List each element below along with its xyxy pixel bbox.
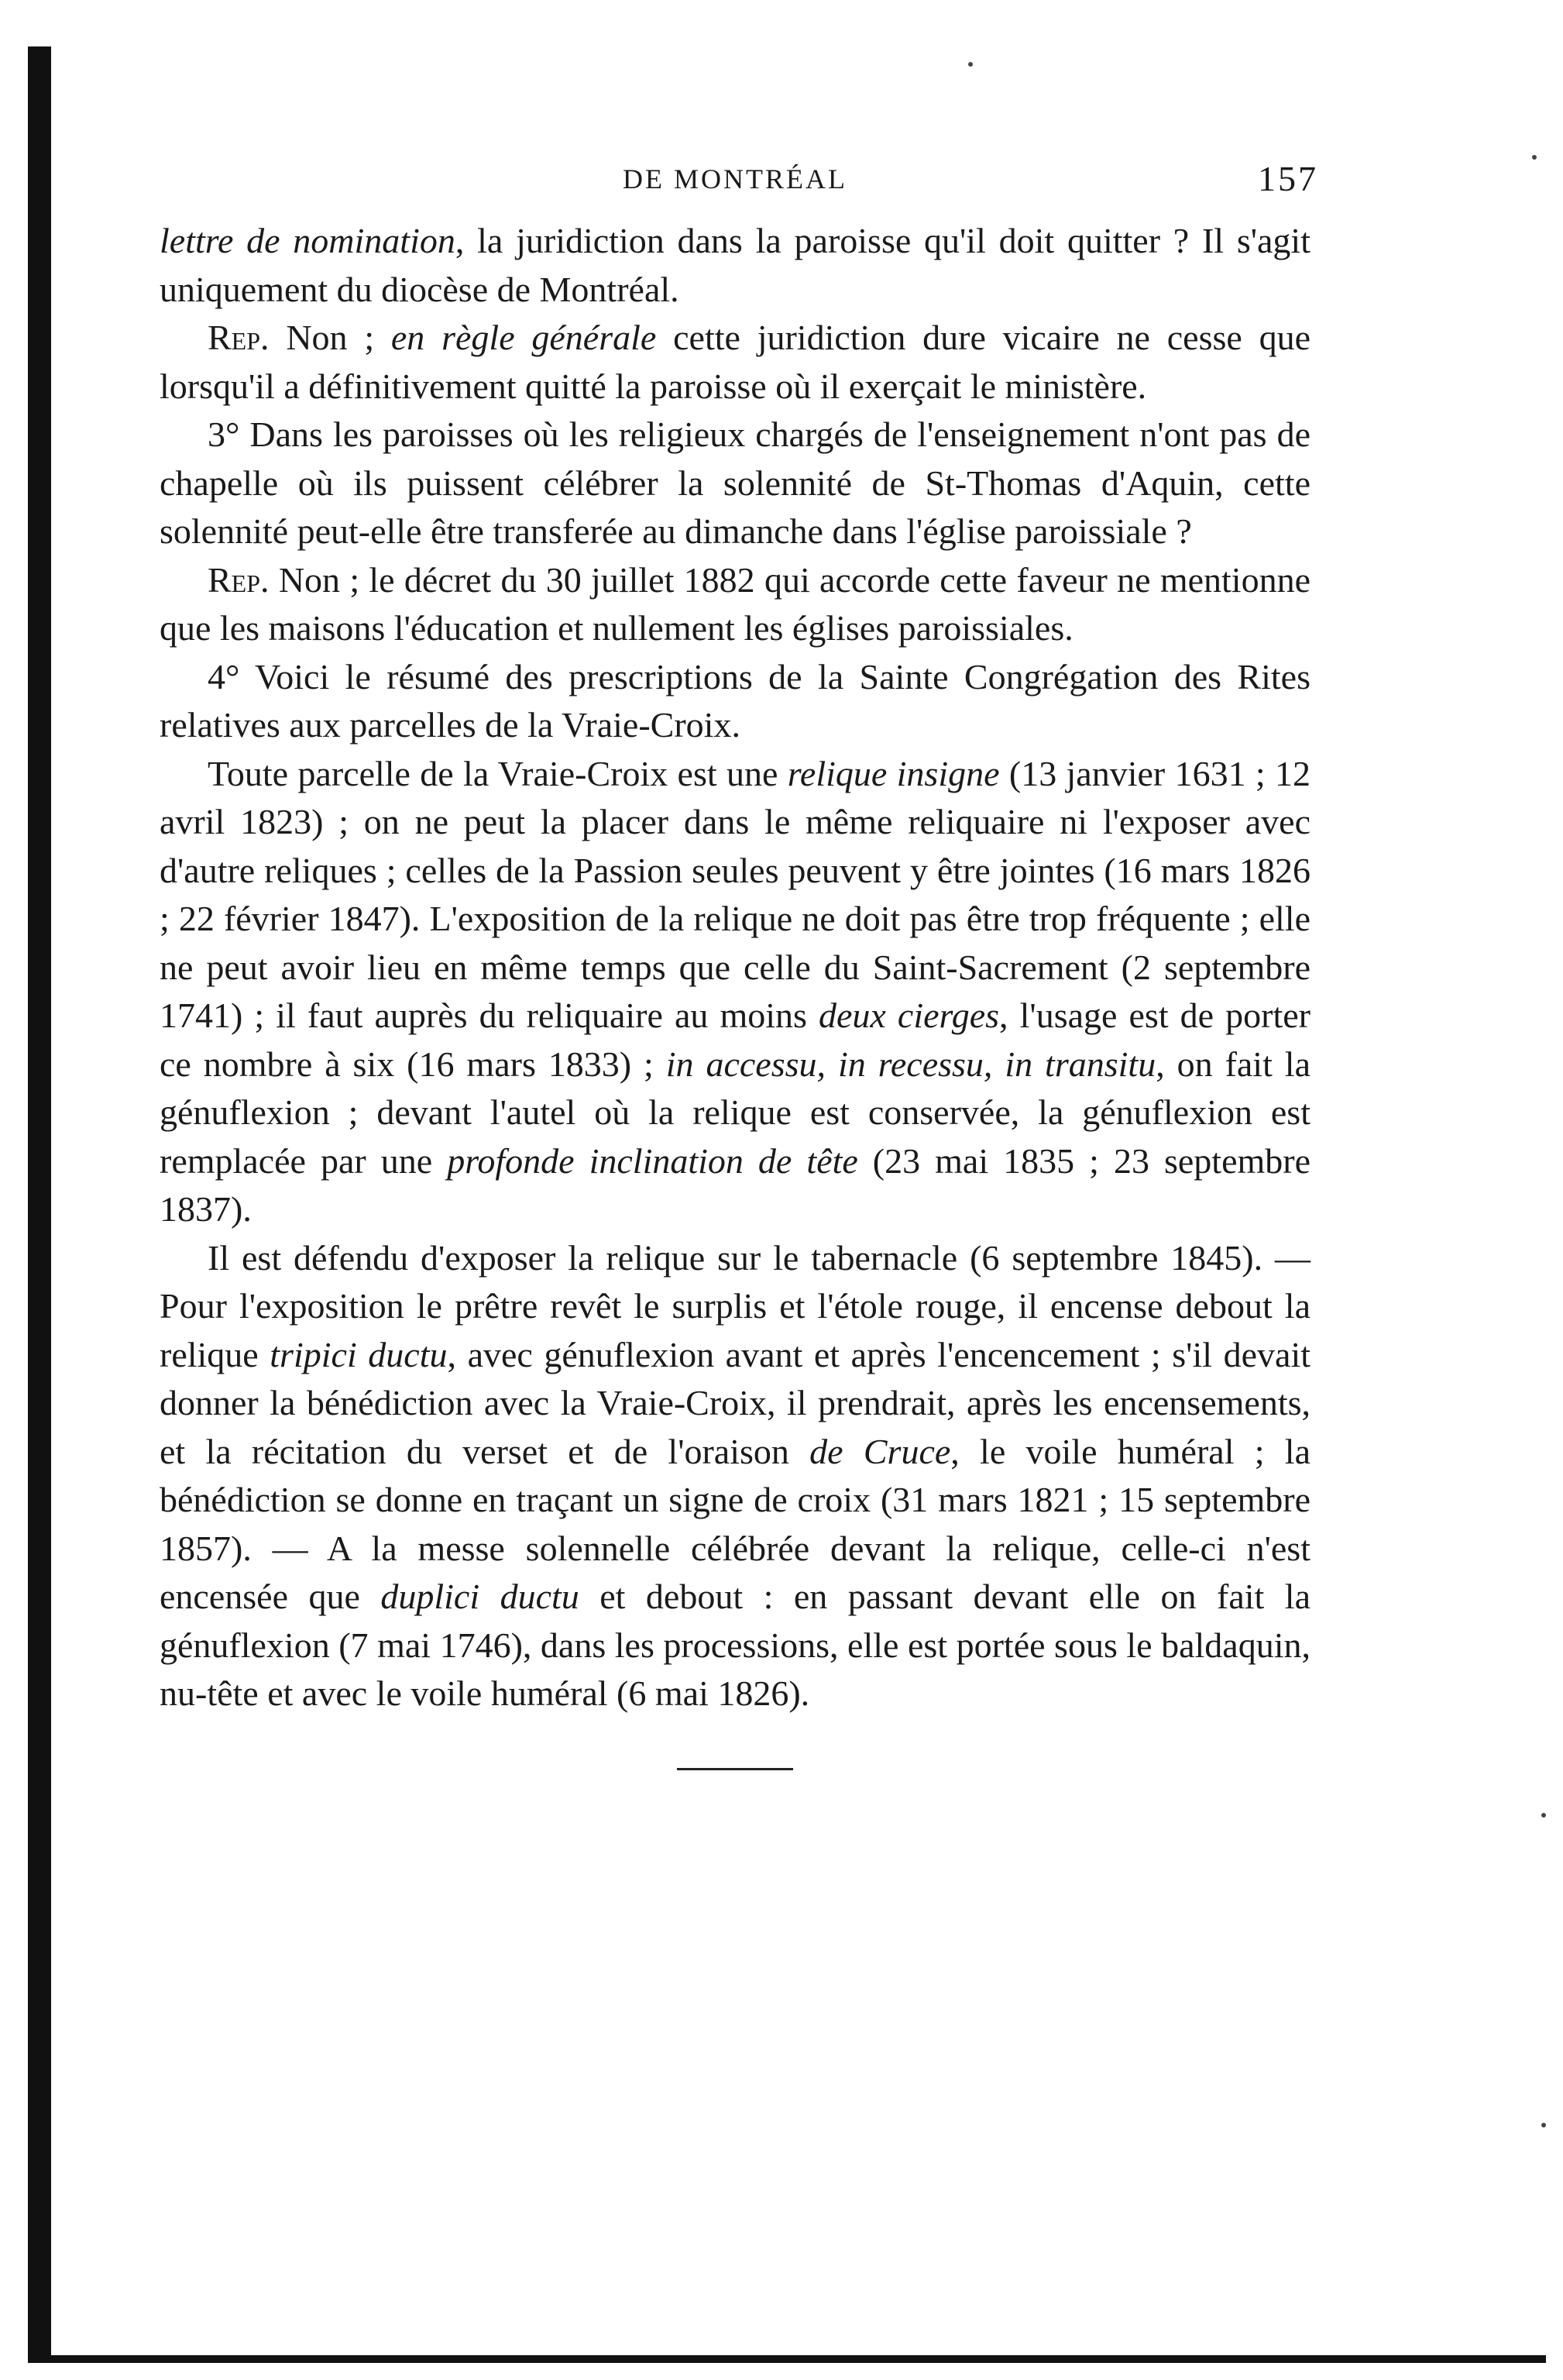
italic-phrase: deux cierges [819,996,1000,1035]
body-text [160,217,1311,1770]
bottom-shadow [28,2355,1546,2363]
paragraph-7 [160,1234,1311,1718]
text-run: Il est défendu d'exposer la relique sur le tabernacle (6 septembre 1845). — Pour l'exposition le prêtre revêt le surplis et l'étole rouge, il encense debout la relique [160,1237,1311,1374]
response-label: Rep. [208,318,270,357]
book-page [160,147,1318,1770]
italic-phrase: relique insigne [787,753,1000,793]
italic-phrase: duplici ductu [380,1577,579,1616]
text-run: (23 mai 1835 ; 23 septembre 1837). [160,1140,1311,1229]
running-head [160,147,1318,217]
response-label: Rep. [208,559,270,600]
text-run: , avec génuflexion avant et après l'encencement ; s'il devait donner la bénédiction avec la Vraie-Croix, il prendrait, après les encensements, et la récitation du verset et de l'oraison [160,1334,1311,1471]
text-run: 4° Voici le résumé des prescriptions de la Sainte Congrégation des Rites relatives aux parcelles de la Vraie-Croix. [160,656,1311,745]
text-run: Non ; le décret du 30 juillet 1882 qui accorde cette faveur ne mentionne que les maisons l'éducation et nullement les églises paroissiales. [160,559,1311,648]
paragraph-5 [160,653,1311,750]
binding-shadow [28,46,51,2363]
text-run: (13 janvier 1631 ; 12 avril 1823) ; on ne peut la placer dans le même reliquaire ni l'exposer avec d'autre reliques ; celles de la Passion seules peuvent y être jointes (16 mars 1826 ; 22 février 1847). L'exposition de la relique ne doit pas être trop fréquente ; elle ne peut avoir lieu en même temps que celle du Saint-Sacrement (2 septembre 1741) ; il faut auprès du reliquaire au moins [160,753,1311,1035]
text-run: Non ; [269,318,391,357]
scan-speck [1541,1813,1546,1818]
paragraph-1 [160,217,1311,314]
italic-phrase: en règle générale [390,318,657,357]
text-run: , le voile huméral ; la bénédiction se donne en traçant un signe de croix (31 mars 1821 ; 15 septembre 1857). — A la messe solennelle célébrée devant la relique, celle-ci n'est encensée que [160,1431,1311,1616]
running-title: DE MONTRÉAL [623,163,847,194]
paragraph-4 [160,556,1311,653]
italic-phrase: de Cruce [809,1431,951,1471]
section-end-rule [677,1768,793,1770]
page-number: 157 [1258,159,1318,198]
paragraph-6 [160,750,1311,1234]
scan-speck [1532,155,1537,160]
text-run: , on fait la génuflexion ; devant l'autel où la relique est conservée, la génuflexion est remplacée par une [160,1044,1311,1181]
paragraph-2 [160,314,1311,411]
italic-phrase: tripici ductu [270,1334,448,1374]
italic-phrase: profonde inclination de tête [447,1140,858,1181]
paragraph-3 [160,411,1311,556]
text-run: et debout : en passant devant elle on fait la génuflexion (7 mai 1746), dans les processions, elle est portée sous le baldaquin, nu-tête et avec le voile huméral (6 mai 1826). [160,1577,1311,1713]
text-run: cette juridiction dure vicaire ne cesse que lorsqu'il a définitivement quitté la paroisse où il exerçait le ministère. [160,318,1311,406]
text-run: 3° Dans les paroisses où les religieux chargés de l'enseignement n'ont pas de chapelle où ils puissent célébrer la solennité de St-Thomas d'Aquin, cette solennité peut-elle être transferée au dimanche dans l'église paroissiale ? [160,414,1311,551]
italic-phrase: in accessu, in recessu, in transitu [665,1044,1156,1084]
text-run: Toute parcelle de la Vraie-Croix est une [208,753,788,793]
scan-speck [1541,2123,1546,2127]
scan-speck [968,62,973,67]
italic-phrase: lettre de nomination [160,221,455,260]
text-run: , l'usage est de porter ce nombre à six (16 mars 1833) ; [160,996,1311,1084]
text-run: , la juridiction dans la paroisse qu'il doit quitter ? Il s'agit uniquement du diocèse de Montréal. [160,221,1311,309]
